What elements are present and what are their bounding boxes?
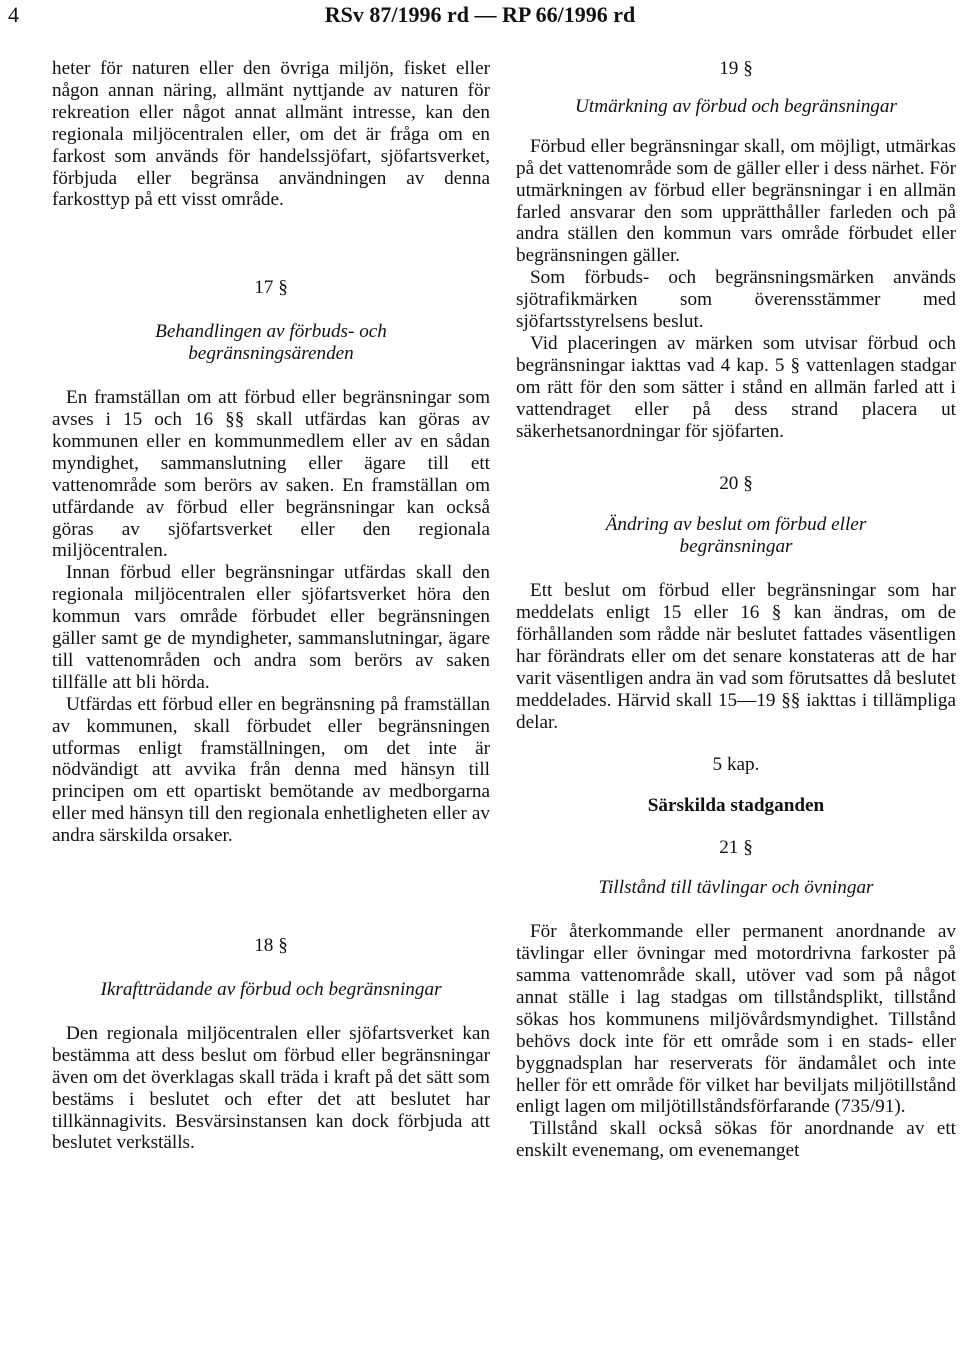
paragraph: Vid placeringen av märken som utvisar förbud och begränsningar iakttas vad 4 kap. 5 § vattenlagen stadgar om rätt för den som sätter i stånd en allmän farled att i vattendraget eller på dess strand placera ut säkerhetsanordningar för sjöfarten. — [516, 332, 956, 442]
section-number: 18 § — [254, 935, 288, 957]
paragraph: Förbud eller begränsningar skall, om möjligt, utmärkas på det vattenområde som de gäller eller i dess närhet. För utmärkningen av förbud eller begränsningar i en allmän farled ansvarar den som upprätthåller farleden och på andra ställen den kommun vars område förbudet eller begränsningen gäller. — [516, 135, 956, 267]
section-number: 17 § — [254, 277, 288, 299]
paragraph: För återkommande eller permanent anordnande av tävlingar eller övningar med motordrivna farkoster på samma vattenområde skall, utöver vad som på något annat ställe i lag stadgas om tillståndsplikt, tillstånd sökas hos kommunens miljövårdsmyndighet. Tillstånd behövs dock inte för ett område som i en stads- eller byggnadsplan har reserverats för ändamålet och inte heller för ett område för vilket har beviljats miljötillstånd enligt lagen om miljötillståndsförfarande (735/91). — [516, 921, 956, 1118]
paragraph: Utfärdas ett förbud eller en begränsning på framställan av kommunen, skall förbudet eller begränsningen utformas enligt framställningen, om det inte är nödvändigt att avvika från denna med hänsyn till principen om ett opartiskt bemötande av medborgarna eller med hänsyn till den regionala enhetligheten eller av andra särskilda orsaker. — [52, 693, 490, 847]
left-column — [52, 58, 490, 1154]
section-number: 20 § — [719, 472, 753, 494]
paragraph: Ett beslut om förbud eller begränsningar som har meddelats enligt 15 eller 16 § kan ändras, om de förhållanden som rådde när beslutet fattades väsentligen har förändrats eller om det senare konstateras att de har varit väsentligen andra än vad som förutsattes då beslutet meddelades. Härvid skall 15—19 §§ iakttas i tillämpliga delar. — [516, 580, 956, 733]
chapter-heading: Särskilda stadganden — [647, 795, 825, 817]
running-head: RSv 87/1996 rd — RP 66/1996 rd — [324, 2, 636, 27]
section-heading: Behandlingen av förbuds- och begränsningsärenden — [155, 321, 387, 365]
paragraph: Tillstånd skall också sökas för anordnande av ett enskilt evenemang, om evenemanget — [516, 1118, 956, 1162]
section-heading: Tillstånd till tävlingar och övningar — [598, 877, 874, 899]
section-number: 21 § — [719, 837, 753, 859]
right-column — [516, 58, 956, 1162]
paragraph: Innan förbud eller begränsningar utfärdas skall den regionala miljöcentralen eller sjöfartsverket höra den kommun vars område förbudet eller begränsningen gäller samt ge de myndigheter, sammanslutningar, ägare till vattenområden och andra som berörs av saken tillfälle att bli hörda. — [52, 562, 490, 693]
page-number: 4 — [8, 2, 19, 27]
paragraph: En framställan om att förbud eller begränsningar som avses i 15 och 16 §§ skall utfärdas kan göras av kommunen eller en kommunmedlem eller av en sådan myndighet, sammanslutning eller ägare till ett vattenområde som berörs av saken. En framställan om utfärdande av förbud eller begränsningar kan också göras av sjöfartsverket eller den regionala miljöcentralen. — [52, 387, 490, 562]
chapter-number: 5 kap. — [712, 753, 760, 775]
page-header — [0, 2, 960, 32]
paragraph: Den regionala miljöcentralen eller sjöfartsverket kan bestämma att dess beslut om förbud eller begränsningar även om det överklagas skall träda i kraft på det sätt som bestäms i beslutet och efter det att beslutet har tillkännagivits. Besvärsinstansen kan dock förbjuda att beslutet verkställs. — [52, 1022, 490, 1154]
paragraph: heter för naturen eller den övriga miljön, fisket eller någon annan näring, allmänt nyttjande av naturen för rekreation eller något annat allmänt intresse, kan den regionala miljöcentralen eller, om det är fråga om en farkost som används för handelssjöfart, sjöfartsverket, förbjuda eller begränsa användningen av denna farkosttyp på ett visst område. — [52, 58, 490, 211]
paragraph: Som förbuds- och begränsningsmärken används sjötrafikmärken som överensstämmer med sjöfartsstyrelsens beslut. — [516, 267, 956, 333]
section-heading: Ikraftträdande av förbud och begränsningar — [100, 979, 442, 1000]
section-heading: Ändring av beslut om förbud eller begränsningar — [605, 514, 867, 558]
section-heading: Utmärkning av förbud och begränsningar — [575, 95, 897, 117]
section-number: 19 § — [719, 58, 753, 79]
